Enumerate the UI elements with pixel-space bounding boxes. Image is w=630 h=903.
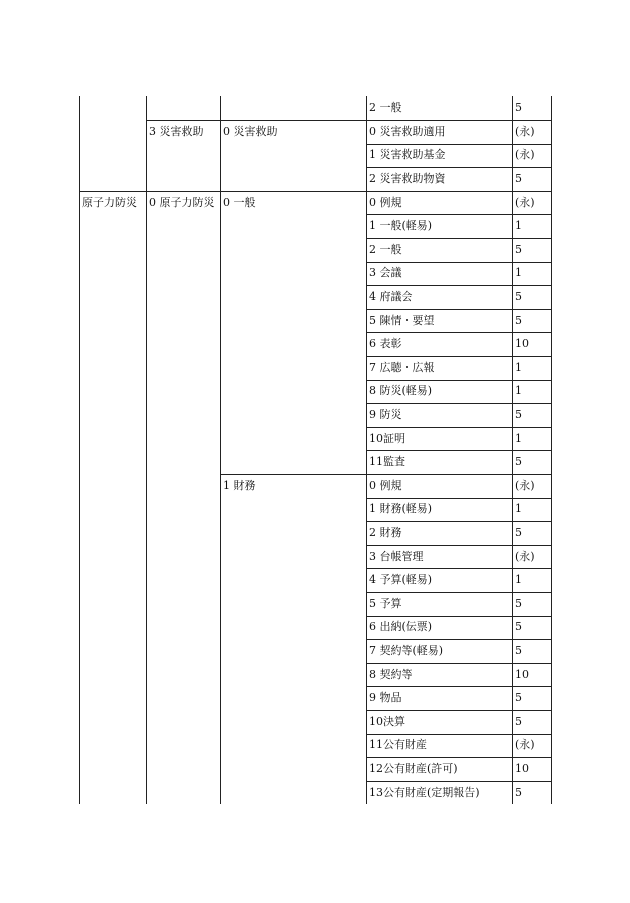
cell-retention-period: 5 <box>515 714 522 728</box>
cell-document-type: 3 会議 <box>369 266 402 280</box>
cell-document-type: 10決算 <box>369 714 405 728</box>
cell-document-type: 0 例規 <box>369 478 402 492</box>
cell-retention-period: 5 <box>515 644 522 657</box>
row-rule <box>366 592 552 593</box>
cell-retention-period: (永) <box>515 124 535 138</box>
row-rule <box>366 545 552 546</box>
cell-retention-period: 5 <box>515 290 522 303</box>
cell-division: 0 原子力防災 <box>149 195 215 209</box>
cell-retention-period: 5 <box>515 596 522 610</box>
row-rule <box>220 474 552 475</box>
cell-retention-period: 5 <box>515 408 522 421</box>
cell-document-type: 8 契約等 <box>369 667 413 681</box>
row-rule <box>366 639 552 640</box>
cell-document-type: 1 災害救助基金 <box>369 148 446 162</box>
cell-retention-period: 1 <box>515 431 522 445</box>
cell-document-type: 6 表彰 <box>369 337 402 351</box>
cell-document-type: 9 防災 <box>369 408 402 421</box>
row-rule <box>366 238 552 239</box>
cell-document-type: 4 予算(軽易) <box>369 573 433 587</box>
cell-document-type: 5 陳情・要望 <box>369 313 435 327</box>
cell-retention-period: (永) <box>515 478 535 492</box>
cell-category: 原子力防災 <box>82 195 137 209</box>
row-rule <box>366 710 552 711</box>
column-rule <box>79 96 80 804</box>
cell-retention-period: 1 <box>515 573 522 587</box>
cell-section: 1 財務 <box>223 478 256 492</box>
cell-retention-period: 5 <box>515 620 522 634</box>
cell-retention-period: (永) <box>515 195 535 209</box>
cell-retention-period: (永) <box>515 148 535 162</box>
row-rule <box>366 521 552 522</box>
row-rule <box>366 262 552 263</box>
cell-retention-period: 1 <box>515 384 522 398</box>
cell-retention-period: 5 <box>515 242 522 256</box>
cell-document-type: 5 予算 <box>369 596 402 610</box>
cell-retention-period: 5 <box>515 691 522 705</box>
cell-retention-period: 5 <box>515 313 522 327</box>
cell-retention-period: 5 <box>515 101 522 114</box>
cell-document-type: 2 財務 <box>369 526 402 539</box>
row-rule <box>366 568 552 569</box>
row-rule <box>366 757 552 758</box>
cell-document-type: 0 災害救助適用 <box>369 124 446 138</box>
cell-document-type: 2 一般 <box>369 242 402 256</box>
cell-retention-period: (永) <box>515 549 535 563</box>
cell-retention-period: 5 <box>515 455 522 469</box>
row-rule <box>366 285 552 286</box>
row-rule <box>366 380 552 381</box>
cell-document-type: 1 一般(軽易) <box>369 219 433 233</box>
cell-document-type: 7 広聴・広報 <box>369 360 435 374</box>
cell-retention-period: 10 <box>515 667 529 681</box>
cell-document-type: 3 台帳管理 <box>369 549 424 563</box>
cell-document-type: 10証明 <box>369 431 405 445</box>
row-rule <box>366 498 552 499</box>
row-rule <box>366 356 552 357</box>
cell-document-type: 11公有財産 <box>369 738 427 752</box>
row-rule <box>79 191 552 192</box>
cell-section: 0 災害救助 <box>223 124 278 138</box>
cell-document-type: 0 例規 <box>369 195 402 209</box>
cell-document-type: 9 物品 <box>369 691 402 705</box>
cell-document-type: 6 出納(伝票) <box>369 620 433 634</box>
cell-section: 0 一般 <box>223 195 256 209</box>
row-rule <box>146 120 552 121</box>
row-rule <box>366 663 552 664</box>
row-rule <box>366 332 552 333</box>
cell-retention-period: 1 <box>515 360 522 374</box>
cell-document-type: 8 防災(軽易) <box>369 384 433 398</box>
row-rule <box>366 427 552 428</box>
cell-document-type: 13公有財産(定期報告) <box>369 785 480 799</box>
row-rule <box>366 214 552 215</box>
cell-document-type: 7 契約等(軽易) <box>369 644 444 657</box>
row-rule <box>366 144 552 145</box>
column-rule <box>220 96 221 804</box>
row-rule <box>366 403 552 404</box>
cell-retention-period: 1 <box>515 502 522 516</box>
cell-document-type: 11監査 <box>369 455 405 469</box>
cell-retention-period: 10 <box>515 762 529 775</box>
cell-retention-period: 10 <box>515 337 529 351</box>
cell-document-type: 1 財務(軽易) <box>369 502 433 516</box>
cell-retention-period: 1 <box>515 266 522 280</box>
row-rule <box>366 686 552 687</box>
cell-document-type: 2 災害救助物資 <box>369 172 446 185</box>
row-rule <box>366 616 552 617</box>
cell-retention-period: (永) <box>515 738 535 752</box>
column-rule <box>146 96 147 804</box>
cell-document-type: 12公有財産(許可) <box>369 762 458 775</box>
row-rule <box>366 309 552 310</box>
cell-document-type: 4 府議会 <box>369 290 413 303</box>
row-rule <box>366 450 552 451</box>
cell-retention-period: 5 <box>515 172 522 185</box>
row-rule <box>366 167 552 168</box>
cell-division: 3 災害救助 <box>149 124 204 138</box>
row-rule <box>366 781 552 782</box>
cell-document-type: 2 一般 <box>369 101 402 114</box>
cell-retention-period: 1 <box>515 219 522 233</box>
cell-retention-period: 5 <box>515 785 522 799</box>
cell-retention-period: 5 <box>515 526 522 539</box>
row-rule <box>366 734 552 735</box>
